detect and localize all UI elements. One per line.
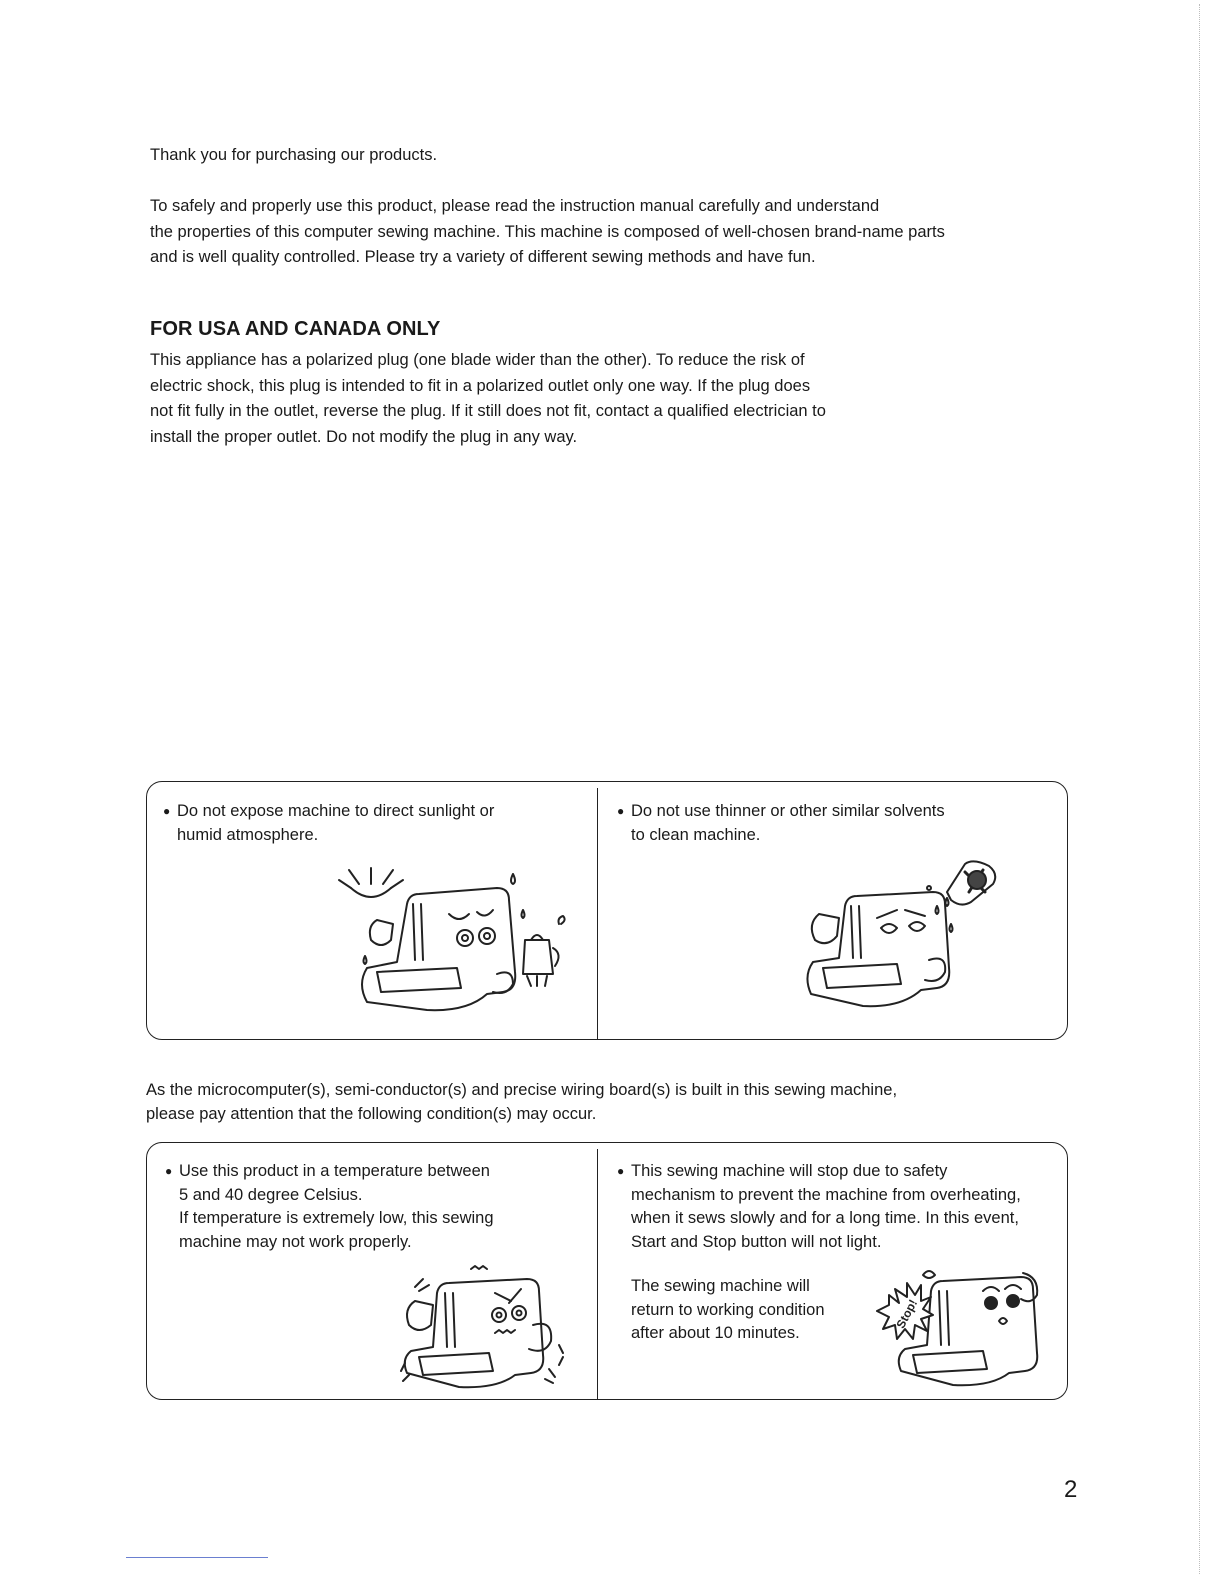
micro-line: please pay attention that the following condition(s) may occur. — [146, 1105, 597, 1123]
care-warning-box — [146, 781, 1068, 1040]
intro-line: and is well quality controlled. Please try a variety of different sewing methods and have fun. — [150, 248, 816, 266]
box-divider — [597, 1149, 598, 1399]
micro-line: As the microcomputer(s), semi-conductor(s) and precise wiring board(s) is built in this sewing machine, — [146, 1081, 898, 1099]
stop-label: Stop! — [893, 1297, 921, 1331]
temperature-line: machine may not work properly. — [179, 1232, 412, 1251]
page-number: 2 — [1064, 1476, 1078, 1503]
overheat-line: when it sews slowly and for a long time. In this event, — [631, 1209, 1019, 1227]
recovery-note — [631, 1275, 825, 1346]
plug-line: install the proper outlet. Do not modify the plug in any way. — [150, 427, 578, 446]
overheat-warning — [617, 1160, 1021, 1254]
polarized-plug-paragraph — [150, 348, 826, 450]
overheat-line: Start and Stop button will not light. — [631, 1232, 882, 1251]
solvent-line: Do not use thinner or other similar solvents — [631, 802, 945, 820]
condition-warning-box — [146, 1142, 1068, 1400]
usa-canada-heading: FOR USA AND CANADA ONLY — [150, 318, 441, 340]
kettle-icon — [523, 916, 565, 986]
overheat-line: This sewing machine will stop due to safety — [631, 1162, 948, 1180]
stop-burst-icon — [877, 1283, 933, 1339]
recovery-line: The sewing machine will — [631, 1277, 810, 1295]
intro-line: the properties of this computer sewing machine. This machine is composed of well-chosen brand-name parts — [150, 222, 945, 241]
microcomputer-paragraph — [146, 1078, 897, 1126]
temperature-warning — [165, 1160, 494, 1254]
bullet-icon: ● — [163, 804, 171, 818]
temperature-line: If temperature is extremely low, this sewing — [179, 1209, 494, 1227]
thank-you-line: Thank you for purchasing our products. — [150, 146, 438, 164]
sunlight-line: Do not expose machine to direct sunlight or — [177, 802, 495, 820]
sun-machine-illustration — [337, 864, 567, 1014]
sunlight-warning — [163, 800, 494, 847]
intro-paragraph — [150, 194, 945, 271]
bullet-icon: ● — [165, 1164, 173, 1178]
temperature-line: Use this product in a temperature between — [179, 1162, 490, 1180]
footer-rule — [126, 1557, 268, 1558]
overheat-line: mechanism to prevent the machine from overheating, — [631, 1185, 1021, 1204]
sunlight-line: humid atmosphere. — [177, 825, 319, 844]
recovery-line: after about 10 minutes. — [631, 1324, 800, 1342]
page-edge-rule — [1199, 4, 1200, 1574]
plug-line: not fit fully in the outlet, reverse the plug. If it still does not fit, contact a qualified electrician to — [150, 402, 826, 420]
box-divider — [597, 788, 598, 1039]
intro-line: To safely and properly use this product, please read the instruction manual carefully and understand — [150, 197, 880, 215]
bullet-icon: ● — [617, 804, 625, 818]
sun-icon — [339, 868, 403, 897]
recovery-line: return to working condition — [631, 1300, 825, 1319]
temperature-line: 5 and 40 degree Celsius. — [179, 1185, 363, 1204]
solvent-warning — [617, 800, 945, 847]
solvent-bottle-icon — [927, 861, 995, 932]
bullet-icon: ● — [617, 1164, 625, 1178]
cold-machine-illustration — [399, 1263, 579, 1393]
thank-you-text — [150, 143, 437, 169]
plug-line: electric shock, this plug is intended to fit in a polarized outlet only one way. If the plug does — [150, 376, 811, 395]
solvent-line: to clean machine. — [631, 825, 761, 844]
stop-machine-illustration — [873, 1261, 1053, 1391]
plug-line: This appliance has a polarized plug (one blade wider than the other). To reduce the risk of — [150, 351, 805, 369]
solvent-machine-illustration — [801, 858, 1011, 1008]
